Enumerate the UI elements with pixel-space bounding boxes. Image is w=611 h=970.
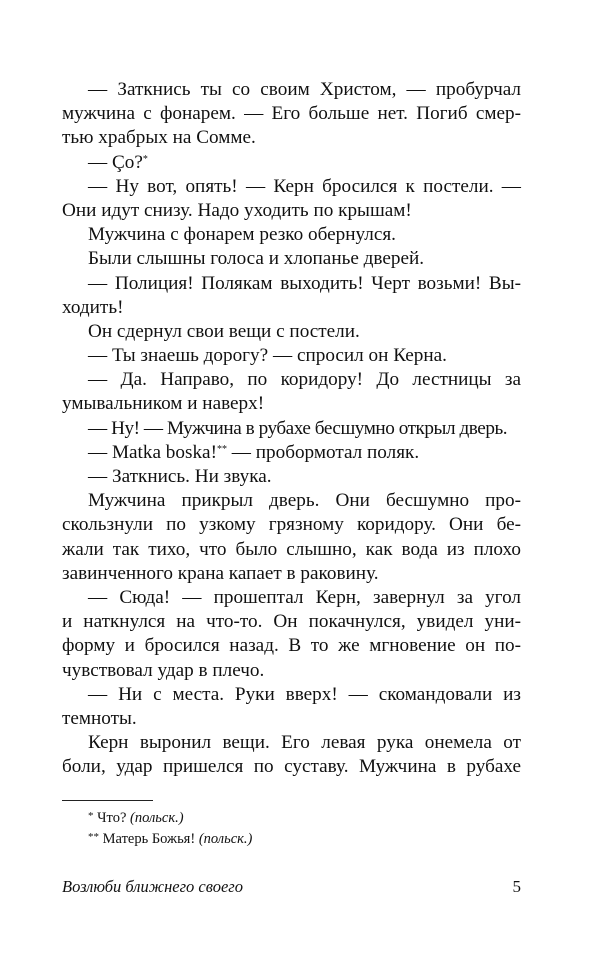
text-line: мужчина с фонарем. — Его больше нет. Погиб смер- [62, 103, 521, 125]
text-line: чувствовал удар в плечо. [62, 659, 265, 681]
text-line: темноты. [62, 707, 137, 729]
text-line: Он сдернул свои вещи с постели. [88, 320, 360, 342]
line-text: — Ço? [88, 151, 143, 173]
text-line: Керн выронил вещи. Его левая рука онемела от [88, 732, 521, 754]
text-line: — Заткнись. Ни звука. [88, 466, 272, 487]
page-number: 5 [512, 877, 521, 896]
text-line: боли, удар пришелся по суставу. Мужчина в рубахе [62, 756, 521, 778]
footnote-language-note: (польск.) [130, 810, 184, 826]
footnote-text: Матерь Божья! [102, 831, 196, 847]
footnote-marker: ** [88, 831, 99, 843]
text-line: — Сюда! — прошептал Керн, завернул за угол [88, 586, 521, 608]
footnote-divider [62, 800, 153, 801]
footnote-language-note: (польск.) [198, 831, 253, 847]
text-line [62, 441, 521, 465]
footnote-marker: * [88, 810, 94, 822]
text-line [62, 151, 521, 175]
line-text-tail: — пробормотал поляк. [226, 441, 420, 463]
text-line: жали так тихо, что было слышно, как вода из плохо [62, 538, 521, 560]
text-line: Мужчина с фонарем резко обернулся. [88, 224, 396, 246]
line-text: — Matka boska! [88, 441, 217, 463]
footnote [88, 808, 508, 829]
text-line: — Ну! — Мужчина в рубахе бесшумно открыл дверь. [88, 417, 508, 439]
text-line: ходить! [62, 296, 124, 318]
text-line: Они идут снизу. Надо уходить по крышам! [62, 199, 412, 221]
footnote-mark: * [142, 153, 148, 165]
text-line: — Полиция! Полякам выходить! Черт возьми! Вы- [88, 272, 521, 294]
text-line: — Ты знаешь дорогу? — спросил он Керна. [88, 345, 447, 367]
text-line: — Заткнись ты со своим Христом, — пробурчал [88, 79, 521, 100]
footnote-text: Что? [97, 810, 127, 826]
text-line: завинченного крана капает в раковину. [62, 562, 379, 584]
text-line: Были слышны голоса и хлопанье дверей. [88, 248, 425, 270]
text-line: тью храбрых на Сомме. [62, 127, 256, 149]
text-line: — Ну вот, опять! — Керн бросился к постели. — [88, 175, 521, 197]
main-text [62, 78, 521, 779]
page-footer [62, 876, 521, 898]
text-line: и наткнулся на что-то. Он покачнулся, увидел уни- [62, 611, 521, 633]
footnotes [88, 808, 508, 850]
text-line: скользнули по узкому грязному коридору. Они бе- [62, 514, 521, 536]
text-line: умывальником и наверх! [62, 393, 265, 415]
text-line: — Ни с места. Руки вверх! — скомандовали из [88, 683, 521, 705]
footnote [88, 829, 508, 850]
text-line: форму и бросился назад. В то же мгновение он по- [62, 635, 521, 657]
text-line: Мужчина прикрыл дверь. Они бесшумно про- [88, 490, 521, 512]
footnote-mark: ** [216, 443, 227, 455]
text-line: — Да. Направо, по коридору! До лестницы за [88, 369, 521, 391]
running-title: Возлюби ближнего своего [62, 877, 243, 896]
